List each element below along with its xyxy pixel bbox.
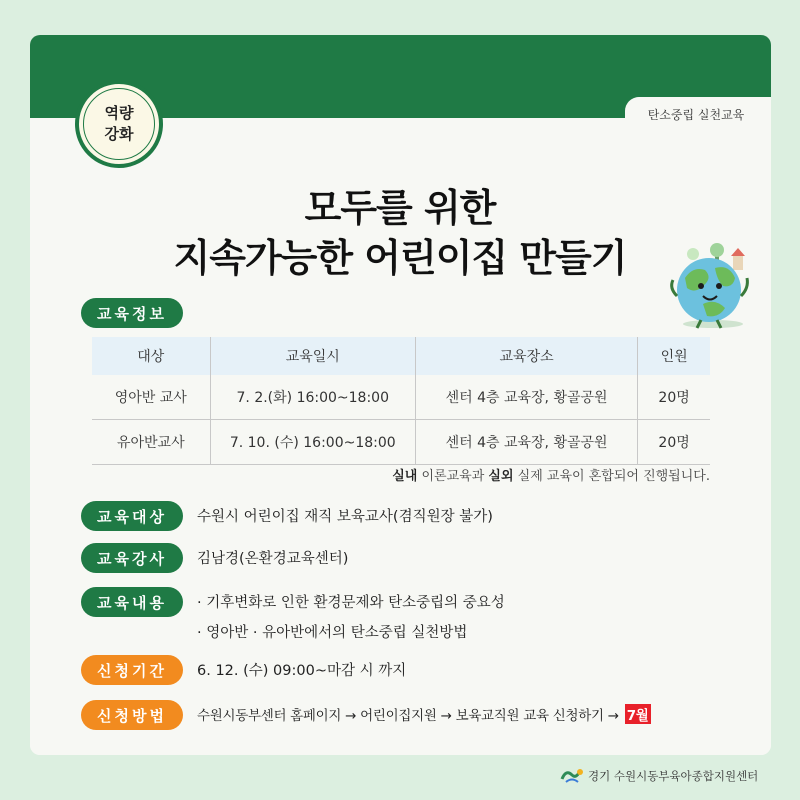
badge-line-2: 강화 bbox=[104, 125, 134, 143]
target-value: 수원시 어린이집 재직 보육교사(겸직원장 불가) bbox=[197, 509, 493, 525]
table-row bbox=[92, 375, 710, 420]
footer-org-name: 경기 수원시동부육아종합지원센터 bbox=[588, 769, 759, 783]
title-line-1: 모두를 위한 bbox=[304, 186, 496, 230]
content-item-1: · 기후변화로 인한 환경문제와 탄소중립의 중요성 bbox=[197, 595, 505, 611]
badge-line-1: 역량 bbox=[104, 104, 134, 122]
col-header-place: 교육장소 bbox=[415, 337, 637, 375]
header-tab-label: 탄소중립 실천교육 bbox=[647, 108, 745, 122]
badge-text bbox=[83, 88, 155, 160]
instructor-label: 교육강사 bbox=[81, 543, 183, 573]
apply-period-value: 6. 12. (수) 09:00~마감 시 까지 bbox=[197, 663, 407, 679]
apply-method-value bbox=[197, 704, 651, 724]
title-line-2: 지속가능한 어린이집 만들기 bbox=[173, 236, 627, 280]
cell-place: 센터 4층 교육장, 황골공원 bbox=[415, 420, 637, 465]
apply-method-path: 수원시동부센터 홈페이지 → 어린이집지원 → 보육교직원 교육 신청하기 → bbox=[197, 708, 623, 724]
footer bbox=[560, 766, 758, 786]
apply-method-label: 신청방법 bbox=[81, 700, 183, 730]
cell-target: 유아반교사 bbox=[92, 420, 210, 465]
cell-target: 영아반 교사 bbox=[92, 375, 210, 420]
col-header-count: 인원 bbox=[638, 337, 710, 375]
content-label: 교육내용 bbox=[81, 587, 183, 617]
note-text-2: 실제 교육이 혼합되어 진행됩니다. bbox=[513, 469, 710, 484]
mixed-education-note bbox=[300, 465, 710, 484]
note-indoor: 실내 bbox=[392, 469, 418, 484]
content-item-2: · 영아반 · 유아반에서의 탄소중립 실천방법 bbox=[197, 625, 468, 641]
cell-datetime: 7. 2.(화) 16:00~18:00 bbox=[210, 375, 415, 420]
apply-period-label: 신청기간 bbox=[81, 655, 183, 685]
table-row bbox=[92, 420, 710, 465]
note-outdoor: 실외 bbox=[488, 469, 514, 484]
col-header-datetime: 교육일시 bbox=[210, 337, 415, 375]
cell-count: 20명 bbox=[638, 420, 710, 465]
target-label: 교육대상 bbox=[81, 501, 183, 531]
apply-month-highlight: 7월 bbox=[625, 704, 651, 724]
note-text-1: 이론교육과 bbox=[417, 469, 489, 484]
globe-mascot-icon bbox=[663, 238, 755, 330]
education-info-label: 교육정보 bbox=[81, 298, 183, 328]
instructor-value: 김남경(온환경교육센터) bbox=[197, 551, 349, 567]
page-title bbox=[100, 183, 700, 283]
capacity-badge bbox=[75, 80, 163, 168]
org-logo-icon bbox=[560, 767, 584, 785]
cell-count: 20명 bbox=[638, 375, 710, 420]
cell-place: 센터 4층 교육장, 황골공원 bbox=[415, 375, 637, 420]
table-header-row bbox=[92, 337, 710, 375]
cell-datetime: 7. 10. (수) 16:00~18:00 bbox=[210, 420, 415, 465]
col-header-target: 대상 bbox=[92, 337, 210, 375]
schedule-table bbox=[92, 337, 710, 465]
